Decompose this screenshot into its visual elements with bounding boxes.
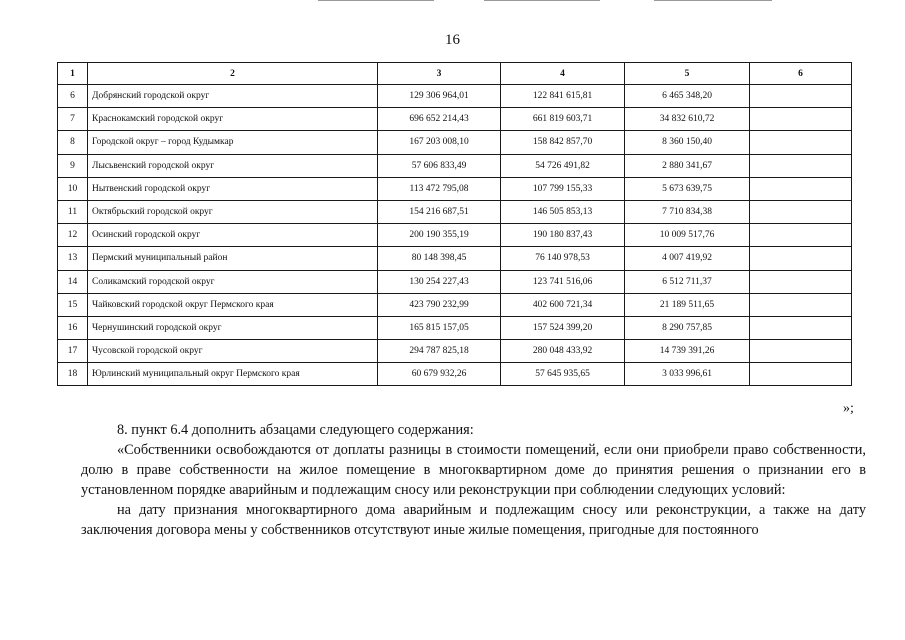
- cell-c3: 57 606 833,49: [378, 154, 501, 177]
- cell-number: 14: [58, 270, 88, 293]
- cell-c3: 423 790 232,99: [378, 293, 501, 316]
- cell-c3: 130 254 227,43: [378, 270, 501, 293]
- scan-edge-line-1: [318, 0, 434, 1]
- cell-municipality: Городской округ – город Кудымкар: [88, 131, 378, 154]
- cell-number: 11: [58, 200, 88, 223]
- cell-c6: [750, 85, 852, 108]
- cell-c5: 8 290 757,85: [625, 316, 750, 339]
- page-number: 16: [445, 32, 460, 48]
- header-cell: 5: [625, 63, 750, 85]
- table-row: [58, 363, 852, 386]
- cell-c3: 294 787 825,18: [378, 340, 501, 363]
- cell-c5: 6 512 711,37: [625, 270, 750, 293]
- table-row: [58, 340, 852, 363]
- cell-municipality: Соликамский городской округ: [88, 270, 378, 293]
- cell-c5: 8 360 150,40: [625, 131, 750, 154]
- cell-c5: 4 007 419,92: [625, 247, 750, 270]
- table-row: [58, 85, 852, 108]
- cell-number: 10: [58, 177, 88, 200]
- header-cell: 2: [88, 63, 378, 85]
- cell-c4: 123 741 516,06: [501, 270, 625, 293]
- scan-edge-line-2: [484, 0, 600, 1]
- table-row: [58, 177, 852, 200]
- cell-c6: [750, 108, 852, 131]
- cell-c3: 154 216 687,51: [378, 200, 501, 223]
- cell-c5: 10 009 517,76: [625, 224, 750, 247]
- header-cell: 1: [58, 63, 88, 85]
- cell-c4: 57 645 935,65: [501, 363, 625, 386]
- cell-c5: 14 739 391,26: [625, 340, 750, 363]
- cell-number: 18: [58, 363, 88, 386]
- cell-c4: 661 819 603,71: [501, 108, 625, 131]
- table-row: [58, 200, 852, 223]
- cell-c4: 107 799 155,33: [501, 177, 625, 200]
- cell-number: 7: [58, 108, 88, 131]
- cell-c3: 60 679 932,26: [378, 363, 501, 386]
- cell-municipality: Пермский муниципальный район: [88, 247, 378, 270]
- table-header-row: [58, 63, 852, 85]
- data-table: [57, 62, 852, 386]
- cell-c5: 34 832 610,72: [625, 108, 750, 131]
- cell-c5: 21 189 511,65: [625, 293, 750, 316]
- cell-number: 6: [58, 85, 88, 108]
- cell-municipality: Чайковский городской округ Пермского края: [88, 293, 378, 316]
- header-cell: 3: [378, 63, 501, 85]
- cell-c6: [750, 293, 852, 316]
- cell-c4: 157 524 399,20: [501, 316, 625, 339]
- cell-c6: [750, 270, 852, 293]
- cell-c6: [750, 200, 852, 223]
- table-row: [58, 131, 852, 154]
- cell-c3: 696 652 214,43: [378, 108, 501, 131]
- cell-c6: [750, 363, 852, 386]
- cell-c6: [750, 340, 852, 363]
- body-text: [81, 420, 866, 540]
- cell-c4: 146 505 853,13: [501, 200, 625, 223]
- cell-c6: [750, 247, 852, 270]
- header-cell: 6: [750, 63, 852, 85]
- cell-municipality: Чусовской городской округ: [88, 340, 378, 363]
- cell-number: 9: [58, 154, 88, 177]
- cell-c4: 76 140 978,53: [501, 247, 625, 270]
- table-row: [58, 270, 852, 293]
- paragraph-owners-exemption: «Собственники освобождаются от доплаты разницы в стоимости помещений, если они приобрели право собственности, долю в праве собственности на жилое помещение в многоквартирном доме до принятия решения о признании его в установленном порядке аварийным и подлежащим сносу или реконструкции при соблюдении следующих условий:: [81, 442, 866, 498]
- table-row: [58, 247, 852, 270]
- table-row: [58, 108, 852, 131]
- cell-c6: [750, 131, 852, 154]
- cell-c5: 5 673 639,75: [625, 177, 750, 200]
- cell-c4: 402 600 721,34: [501, 293, 625, 316]
- cell-municipality: Нытвенский городской округ: [88, 177, 378, 200]
- cell-number: 12: [58, 224, 88, 247]
- cell-c3: 80 148 398,45: [378, 247, 501, 270]
- cell-municipality: Юрлинский муниципальный округ Пермского края: [88, 363, 378, 386]
- table-row: [58, 293, 852, 316]
- cell-c5: 2 880 341,67: [625, 154, 750, 177]
- cell-municipality: Краснокамский городской округ: [88, 108, 378, 131]
- cell-number: 17: [58, 340, 88, 363]
- cell-municipality: Добрянский городской округ: [88, 85, 378, 108]
- paragraph-8: 8. пункт 6.4 дополнить абзацами следующего содержания:: [117, 422, 474, 438]
- table-row: [58, 154, 852, 177]
- cell-c6: [750, 316, 852, 339]
- cell-number: 16: [58, 316, 88, 339]
- table-row: [58, 224, 852, 247]
- header-cell: 4: [501, 63, 625, 85]
- cell-municipality: Чернушинский городской округ: [88, 316, 378, 339]
- cell-number: 15: [58, 293, 88, 316]
- cell-c5: 6 465 348,20: [625, 85, 750, 108]
- closing-quote: »;: [843, 401, 854, 416]
- paragraph-conditions: на дату признания многоквартирного дома аварийным и подлежащим сносу или реконструкции, а также на дату заключения договора мены у собственников отсутствуют иные жилые помещения, пригодные для постоянного: [81, 502, 866, 538]
- cell-c6: [750, 224, 852, 247]
- cell-c3: 113 472 795,08: [378, 177, 501, 200]
- cell-c6: [750, 177, 852, 200]
- cell-c4: 54 726 491,82: [501, 154, 625, 177]
- cell-c3: 200 190 355,19: [378, 224, 501, 247]
- cell-c4: 280 048 433,92: [501, 340, 625, 363]
- cell-number: 8: [58, 131, 88, 154]
- cell-c3: 129 306 964,01: [378, 85, 501, 108]
- cell-c4: 122 841 615,81: [501, 85, 625, 108]
- scan-edge-line-3: [654, 0, 772, 1]
- cell-c5: 3 033 996,61: [625, 363, 750, 386]
- cell-c5: 7 710 834,38: [625, 200, 750, 223]
- cell-municipality: Осинский городской округ: [88, 224, 378, 247]
- cell-c3: 167 203 008,10: [378, 131, 501, 154]
- cell-municipality: Лысьвенский городской округ: [88, 154, 378, 177]
- cell-municipality: Октябрьский городской округ: [88, 200, 378, 223]
- cell-c3: 165 815 157,05: [378, 316, 501, 339]
- cell-c6: [750, 154, 852, 177]
- cell-c4: 158 842 857,70: [501, 131, 625, 154]
- table-row: [58, 316, 852, 339]
- cell-c4: 190 180 837,43: [501, 224, 625, 247]
- cell-number: 13: [58, 247, 88, 270]
